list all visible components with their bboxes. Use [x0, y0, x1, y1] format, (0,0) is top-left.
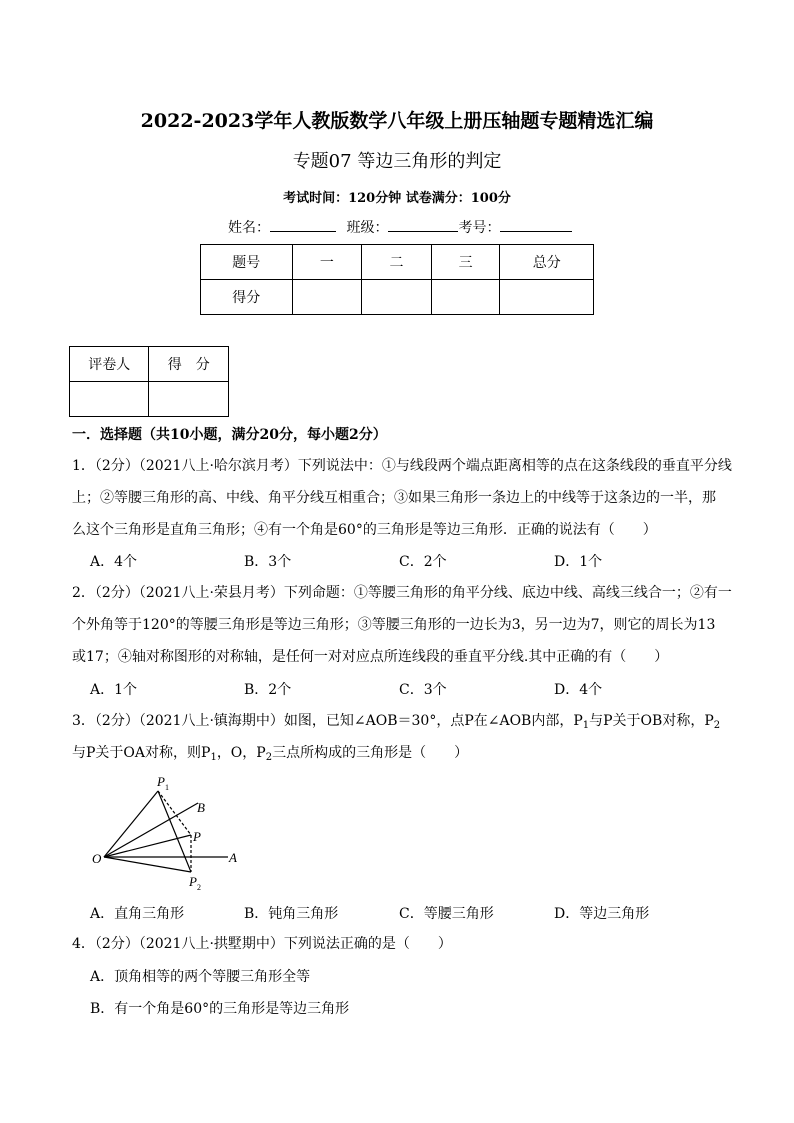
q3-text: 三点所构成的三角形是（ ） [272, 745, 469, 761]
label-p1-sub: 1 [165, 783, 169, 792]
q3-sub: 2 [713, 720, 721, 731]
question-4-option-b[interactable]: B．有一个角是60°的三角形是等边三角形 [90, 1001, 350, 1017]
score-table-header: 一 [292, 245, 362, 280]
question-2-line: 或17；④轴对称图形的对称轴，是任何一对对应点所连线段的垂直平分线.其中正确的有（ ） [72, 649, 669, 665]
score-cell[interactable] [431, 280, 500, 315]
q3-text: 3．（2分）（2021八上·镇海期中）如图，已知∠AOB＝30°，点P在∠AOB内部，P [72, 713, 583, 729]
ray-ob [104, 803, 198, 857]
grader-header: 评卷人 [70, 347, 149, 382]
label-b: B [197, 800, 205, 815]
label-p2-sub: 2 [197, 883, 201, 892]
question-2-line: 2．（2分）（2021八上·荣县月考）下列命题：①等腰三角形的角平分线、底边中线、高线三线合一；②有一 [72, 585, 732, 601]
q3-sub: 2 [265, 752, 273, 763]
label-o: O [92, 851, 102, 866]
question-2-option-a[interactable]: A．1个 [90, 682, 138, 698]
grader-table [69, 346, 229, 417]
q3-text: 与P关于OA对称，则P [72, 745, 211, 761]
question-4-option-a[interactable]: A．顶角相等的两个等腰三角形全等 [90, 969, 311, 985]
question-2-option-d[interactable]: D．4个 [554, 682, 603, 698]
class-label: 班级： [346, 220, 389, 236]
question-3-option-b[interactable]: B．钝角三角形 [244, 906, 339, 922]
label-a: A [229, 850, 237, 865]
question-3-option-d[interactable]: D．等边三角形 [554, 906, 650, 922]
question-1-line: 1．（2分）（2021八上·哈尔滨月考）下列说法中：①与线段两个端点距离相等的点在这条线段的垂直平分线 [72, 458, 732, 474]
score-row-label: 得分 [201, 280, 293, 315]
section-title: 一．选择题（共10小题，满分20分，每小题2分） [72, 427, 387, 443]
q3-text: 与P关于OB对称，P [589, 713, 714, 729]
question-1-option-a[interactable]: A．4个 [90, 554, 138, 570]
page-subtitle: 专题07 等边三角形的判定 [292, 151, 502, 172]
label-p: P [193, 829, 201, 844]
question-1-option-c[interactable]: C．2个 [399, 554, 447, 570]
score-table-header: 题号 [201, 245, 293, 280]
question-4-line: 4．（2分）（2021八上·拱墅期中）下列说法正确的是（ ） [72, 936, 452, 952]
score-table [200, 244, 594, 315]
id-label: 考号： [458, 220, 501, 236]
segment-p1p2 [158, 791, 191, 872]
label-p1: P [157, 774, 165, 789]
q3-sub: 1 [582, 720, 590, 731]
name-field[interactable] [270, 231, 336, 232]
question-2-option-b[interactable]: B．2个 [244, 682, 292, 698]
segment-op [104, 835, 191, 857]
dashed-p1p [158, 791, 191, 835]
grader-header: 得 分 [149, 347, 229, 382]
question-3-line [72, 711, 720, 736]
score-cell[interactable] [292, 280, 362, 315]
exam-info: 考试时间：120分钟 试卷满分：100分 [283, 191, 511, 206]
score-table-header: 三 [431, 245, 500, 280]
question-3-option-a[interactable]: A．直角三角形 [90, 906, 185, 922]
question-1-line: 么这个三角形是直角三角形；④有一个角是60°的三角形是等边三角形．正确的说法有（ ） [72, 522, 657, 538]
score-cell[interactable] [362, 280, 432, 315]
score-cell[interactable] [500, 280, 594, 315]
question-1-option-d[interactable]: D．1个 [554, 554, 603, 570]
question-1-line: 上；②等腰三角形的高、中线、角平分线互相重合；③如果三角形一条边上的中线等于这条边的一半，那 [72, 490, 716, 506]
segment-op2 [104, 857, 191, 872]
question-3-line [72, 743, 468, 768]
score-table-header: 总分 [500, 245, 594, 280]
label-p2: P [189, 874, 197, 889]
q3-text: ，O，P [216, 745, 266, 761]
id-field[interactable] [500, 231, 572, 232]
q3-sub: 1 [210, 752, 217, 763]
score-table-header: 二 [362, 245, 432, 280]
grader-cell[interactable] [149, 382, 229, 417]
page-title: 2022-2023学年人教版数学八年级上册压轴题专题精选汇编 [140, 110, 654, 132]
geometry-figure [88, 770, 258, 895]
question-3-option-c[interactable]: C．等腰三角形 [399, 906, 494, 922]
segment-op1 [104, 791, 158, 857]
class-field[interactable] [388, 231, 458, 232]
question-1-option-b[interactable]: B．3个 [244, 554, 292, 570]
question-2-line: 个外角等于120°的等腰三角形是等边三角形；③等腰三角形的一边长为3，另一边为7，则它的周长为13 [72, 617, 716, 633]
name-label: 姓名： [228, 220, 270, 236]
question-2-option-c[interactable]: C．3个 [399, 682, 447, 698]
grader-cell[interactable] [70, 382, 149, 417]
student-info-line [228, 218, 572, 238]
